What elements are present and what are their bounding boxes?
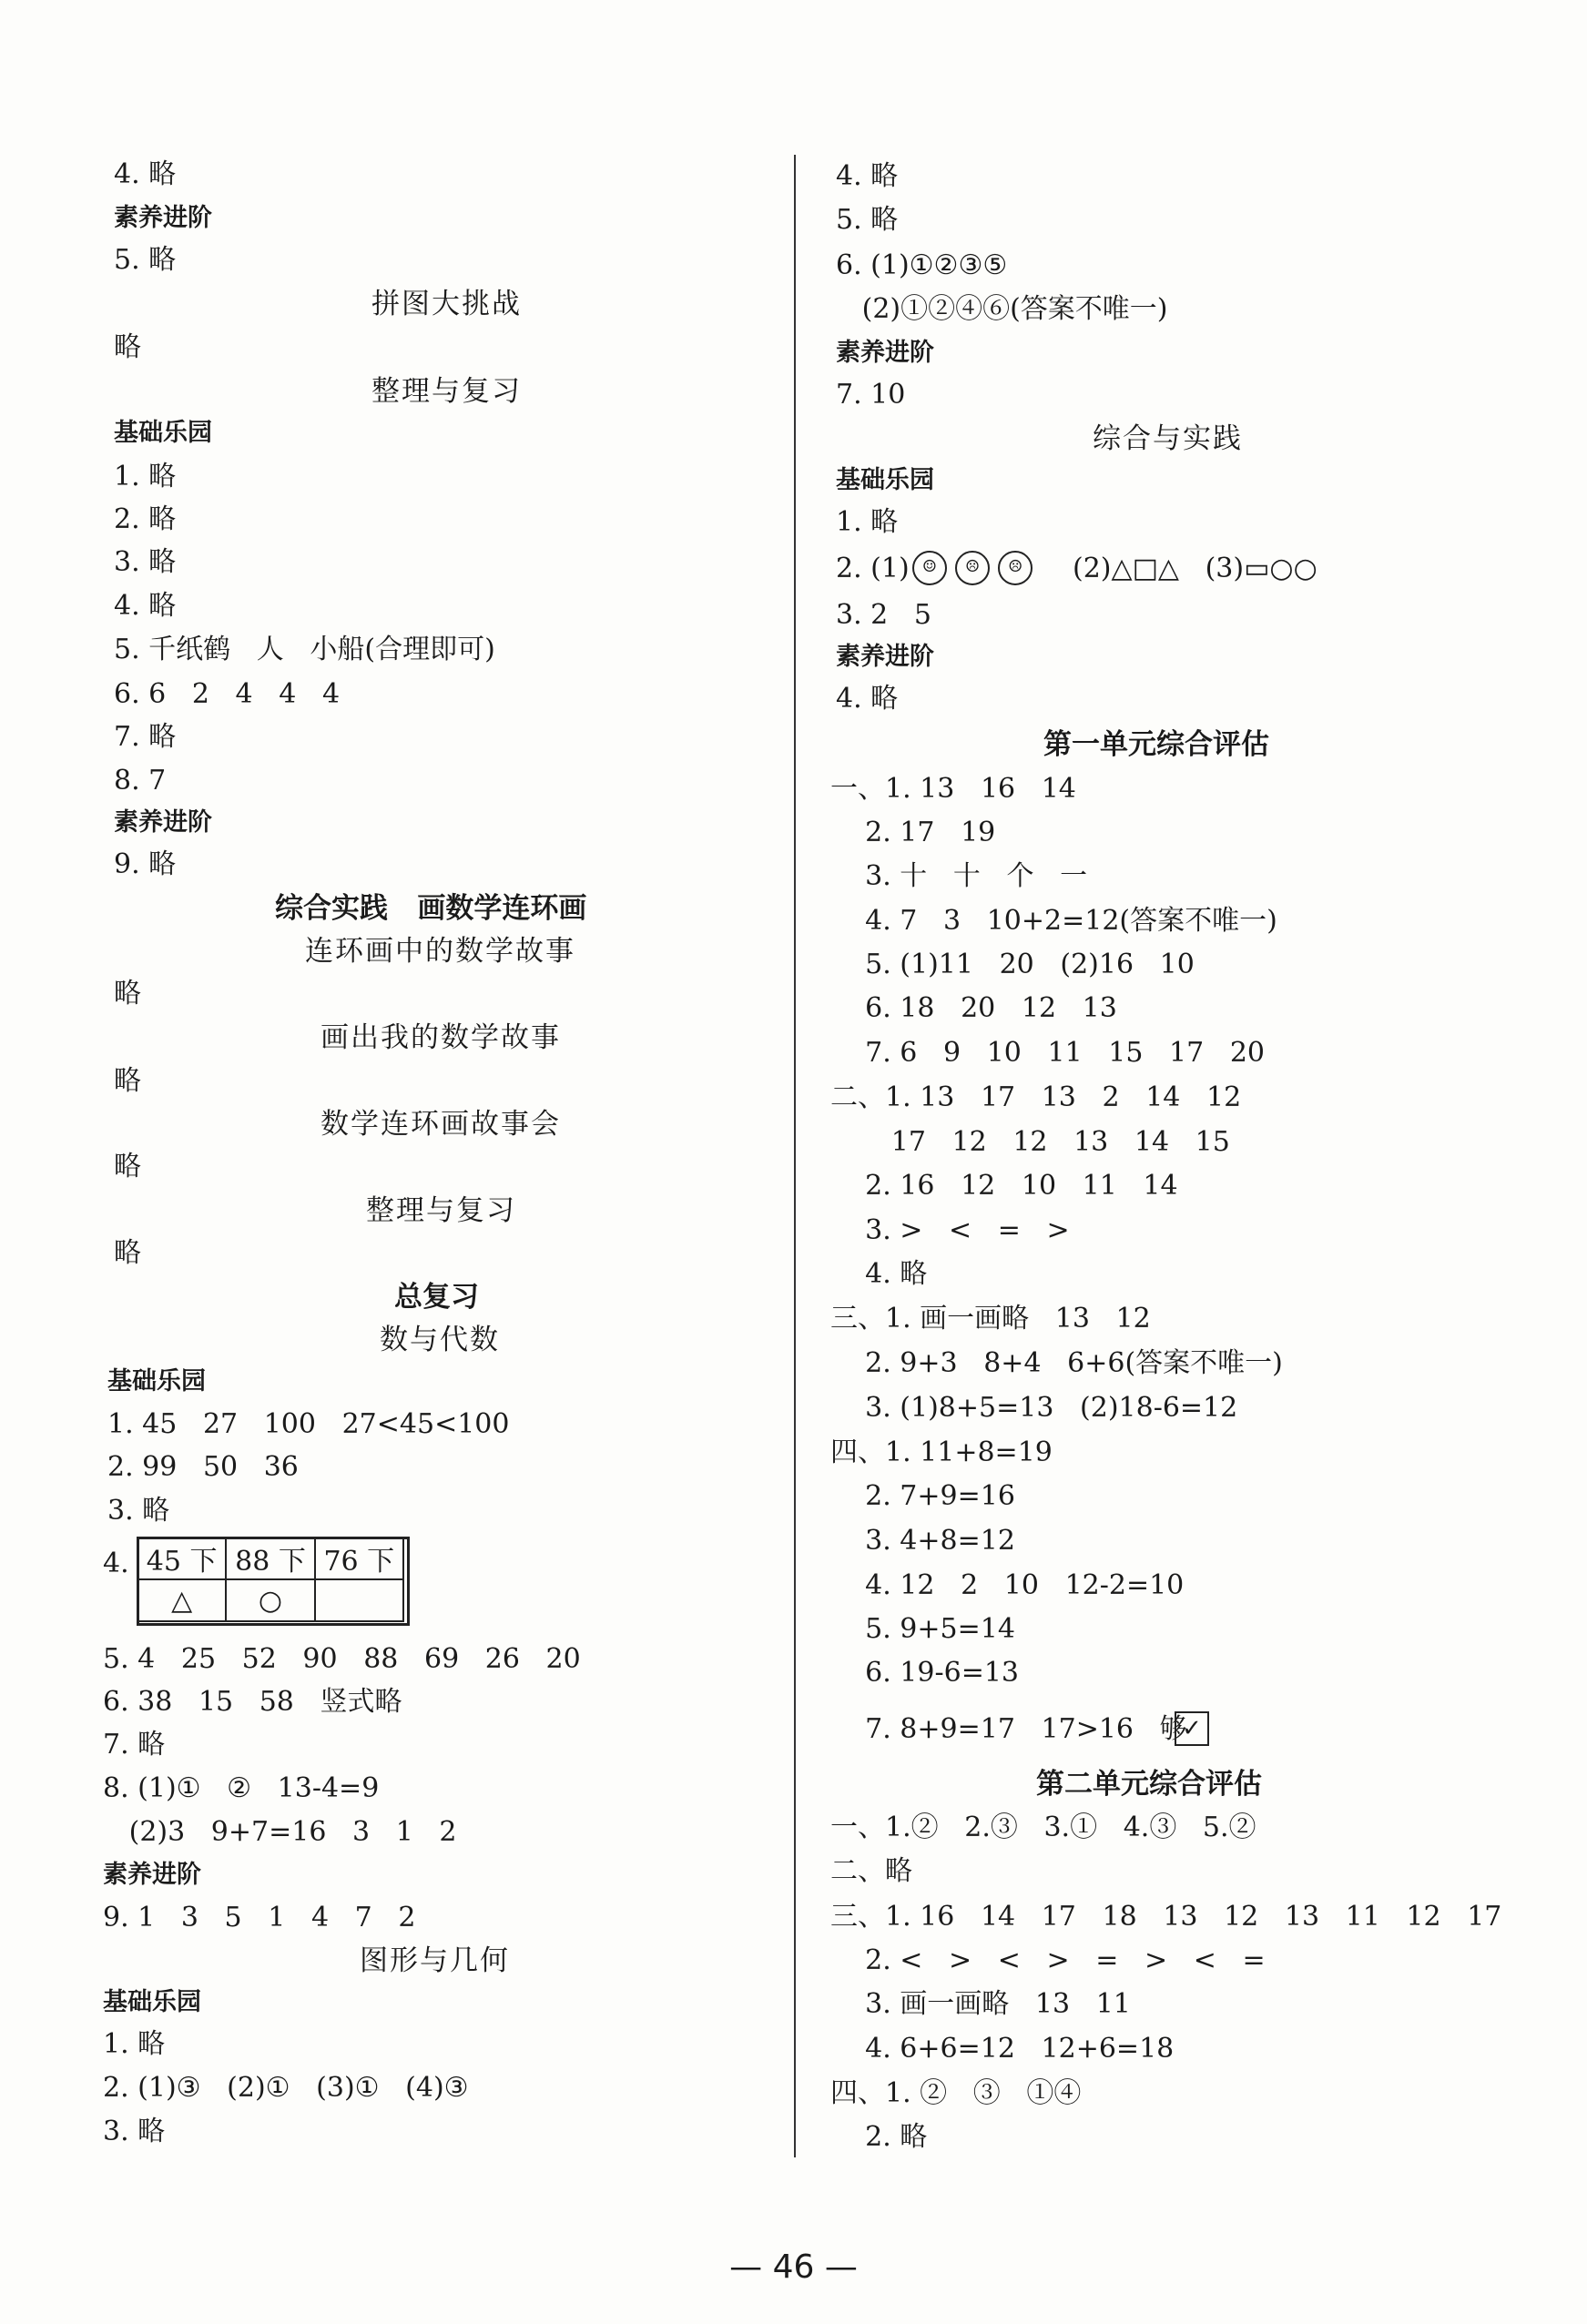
left-line: 5. 千纸鹤 人 小船(合理即可) (114, 634, 495, 665)
left-line: 数学连环画故事会 (320, 1108, 561, 1141)
table-cell: 45 下 (137, 1537, 226, 1579)
left-line: 7. 略 (114, 721, 177, 753)
left-line: 5. 略 (114, 244, 177, 276)
right-line: 5. (1)11 20 (2)16 10 (830, 949, 1195, 980)
left-line: 3. 略 (107, 1495, 170, 1527)
right-line: 2. 9+3 8+4 6+6(答案不唯一) (830, 1347, 1283, 1379)
left-line: 略 (114, 978, 141, 1010)
right-line: 二、1. 13 17 13 2 14 12 (830, 1081, 1242, 1113)
left-line: 略 (114, 1237, 141, 1269)
table-cell: ○ (226, 1579, 314, 1621)
left-line: 3. 略 (103, 2116, 166, 2147)
right-line: 3. > < = > (830, 1214, 1070, 1246)
table-row (137, 1579, 403, 1621)
left-line: 画出我的数学故事 (320, 1021, 561, 1054)
right-line: 第二单元综合评估 (1036, 1768, 1262, 1801)
column-divider (794, 155, 796, 2157)
right-line: 2. < > < > = > < = (830, 1944, 1266, 1976)
right-line: 6. 18 20 12 13 (830, 992, 1117, 1024)
left-line: 4. 略 (114, 158, 177, 190)
right-line: 4. 略 (830, 1258, 928, 1290)
right-line: 4. 7 3 10+2=12(答案不唯一) (830, 905, 1277, 937)
left-line: 1. 略 (103, 2028, 166, 2060)
right-line: 5. 9+5=14 (830, 1613, 1015, 1645)
right-line: 四、1. ② ③ ①④ (830, 2077, 1082, 2109)
right-line: 2. (1) (836, 553, 910, 584)
left-line: 6. 38 15 58 竖式略 (103, 1686, 402, 1718)
right-line: 素养进阶 (836, 339, 934, 367)
right-line: 17 12 12 13 14 15 (830, 1126, 1230, 1158)
left-line: 2. 略 (114, 503, 177, 535)
left-line: 9. 1 3 5 1 4 7 2 (103, 1902, 416, 1933)
left-line: 综合实践 画数学连环画 (275, 892, 587, 925)
table-row (137, 1537, 403, 1579)
right-line: 综合与实践 (1093, 422, 1243, 455)
left-line: 图形与几何 (360, 1944, 510, 1977)
left-line: 9. 略 (114, 848, 177, 880)
right-line: 三、1. 16 14 17 18 13 12 13 11 12 17 (830, 1901, 1502, 1933)
right-line: 四、1. 11+8=19 (830, 1436, 1053, 1468)
right-line: 基础乐园 (836, 466, 934, 494)
left-line: 连环画中的数学故事 (305, 935, 575, 968)
left-line: 整理与复习 (371, 375, 522, 408)
left-line: 1. 略 (114, 461, 177, 492)
left-line: (2)3 9+7=16 3 1 2 (103, 1816, 457, 1848)
right-line: 4. 12 2 10 12-2=10 (830, 1569, 1185, 1601)
left-line: 3. 略 (114, 546, 177, 578)
right-line: 4. 6+6=12 12+6=18 (830, 2033, 1175, 2065)
right-line: 7. 6 9 10 11 15 17 20 (830, 1037, 1265, 1069)
right-line: 5. 略 (836, 204, 899, 236)
left-line: 5. 4 25 52 90 88 69 26 20 (103, 1643, 581, 1675)
left-line: 7. 略 (103, 1729, 166, 1761)
right-line: 第一单元综合评估 (1043, 728, 1269, 761)
left-line: 素养进阶 (114, 204, 212, 232)
left-line: 数与代数 (380, 1324, 500, 1356)
right-line: 2. 16 12 10 11 14 (830, 1170, 1178, 1202)
left-line: 1. 45 27 100 27<45<100 (107, 1408, 510, 1440)
left-line: 4. (103, 1548, 129, 1579)
left-line: 2. 99 50 36 (107, 1451, 299, 1483)
left-line: 略 (114, 331, 141, 363)
sad-face-icon: ☹ (998, 551, 1033, 585)
table-cell: △ (137, 1579, 226, 1621)
right-line: 2. 略 (830, 2121, 928, 2153)
right-line: 2. 17 19 (830, 817, 996, 848)
table-cell: 88 下 (226, 1537, 314, 1579)
right-line: 4. 略 (836, 160, 899, 192)
face-icons (910, 551, 1034, 585)
right-line: 7. 10 (836, 379, 906, 411)
check-box (1175, 1711, 1209, 1746)
sad-face-icon: ☹ (955, 551, 990, 585)
right-line: 7. 8+9=17 17>16 够 (830, 1713, 1187, 1745)
right-line: 2. 7+9=16 (830, 1480, 1015, 1512)
left-line: 2. (1)③ (2)① (3)① (4)③ (103, 2072, 469, 2104)
left-line: 略 (114, 1151, 141, 1182)
right-line: 一、1.② 2.③ 3.① 4.③ 5.② (830, 1812, 1256, 1843)
right-line: 1. 略 (836, 506, 899, 538)
right-line: 3. 画一画略 13 11 (830, 1988, 1131, 2020)
left-line: 8. (1)① ② 13-4=9 (103, 1772, 380, 1804)
page-number: — 46 — (729, 2248, 858, 2286)
right-line: 4. 略 (836, 683, 899, 715)
left-line: 略 (114, 1065, 141, 1097)
right-line: 一、1. 13 16 14 (830, 773, 1076, 805)
right-line: 素养进阶 (836, 643, 934, 671)
left-line: 8. 7 (114, 765, 167, 797)
right-line: 3. 十 十 个 一 (830, 860, 1088, 892)
left-line: 基础乐园 (107, 1367, 206, 1395)
right-line: 3. 4+8=12 (830, 1525, 1015, 1557)
table-cell (315, 1579, 403, 1621)
answer-table (137, 1537, 410, 1626)
answer-table-grid (137, 1537, 404, 1622)
right-line: 3. 2 5 (836, 599, 931, 631)
left-line: 总复习 (394, 1281, 479, 1314)
left-line: 拼图大挑战 (371, 288, 522, 320)
right-line: (2)△□△ (3)▭○○ (1073, 553, 1317, 584)
table-cell: 76 下 (315, 1537, 403, 1579)
right-line: 三、1. 画一画略 13 12 (830, 1303, 1151, 1335)
checkmark-icon: ✓ (1175, 1711, 1209, 1746)
left-line: 素养进阶 (103, 1861, 201, 1889)
right-line: 3. (1)8+5=13 (2)18-6=12 (830, 1392, 1238, 1424)
left-line: 基础乐园 (114, 419, 212, 447)
left-line: 6. 6 2 4 4 4 (114, 678, 341, 710)
smile-face-icon: ☺ (912, 551, 947, 585)
right-line: 6. (1)①②③⑤ (836, 249, 1008, 281)
left-line: 整理与复习 (366, 1194, 516, 1227)
right-line: (2)①②④⑥(答案不唯一) (836, 293, 1168, 325)
right-line: 二、略 (830, 1855, 912, 1887)
left-line: 素养进阶 (114, 808, 212, 837)
left-line: 基础乐园 (103, 1988, 201, 2016)
left-line: 4. 略 (114, 590, 177, 622)
right-line: 6. 19-6=13 (830, 1657, 1020, 1689)
